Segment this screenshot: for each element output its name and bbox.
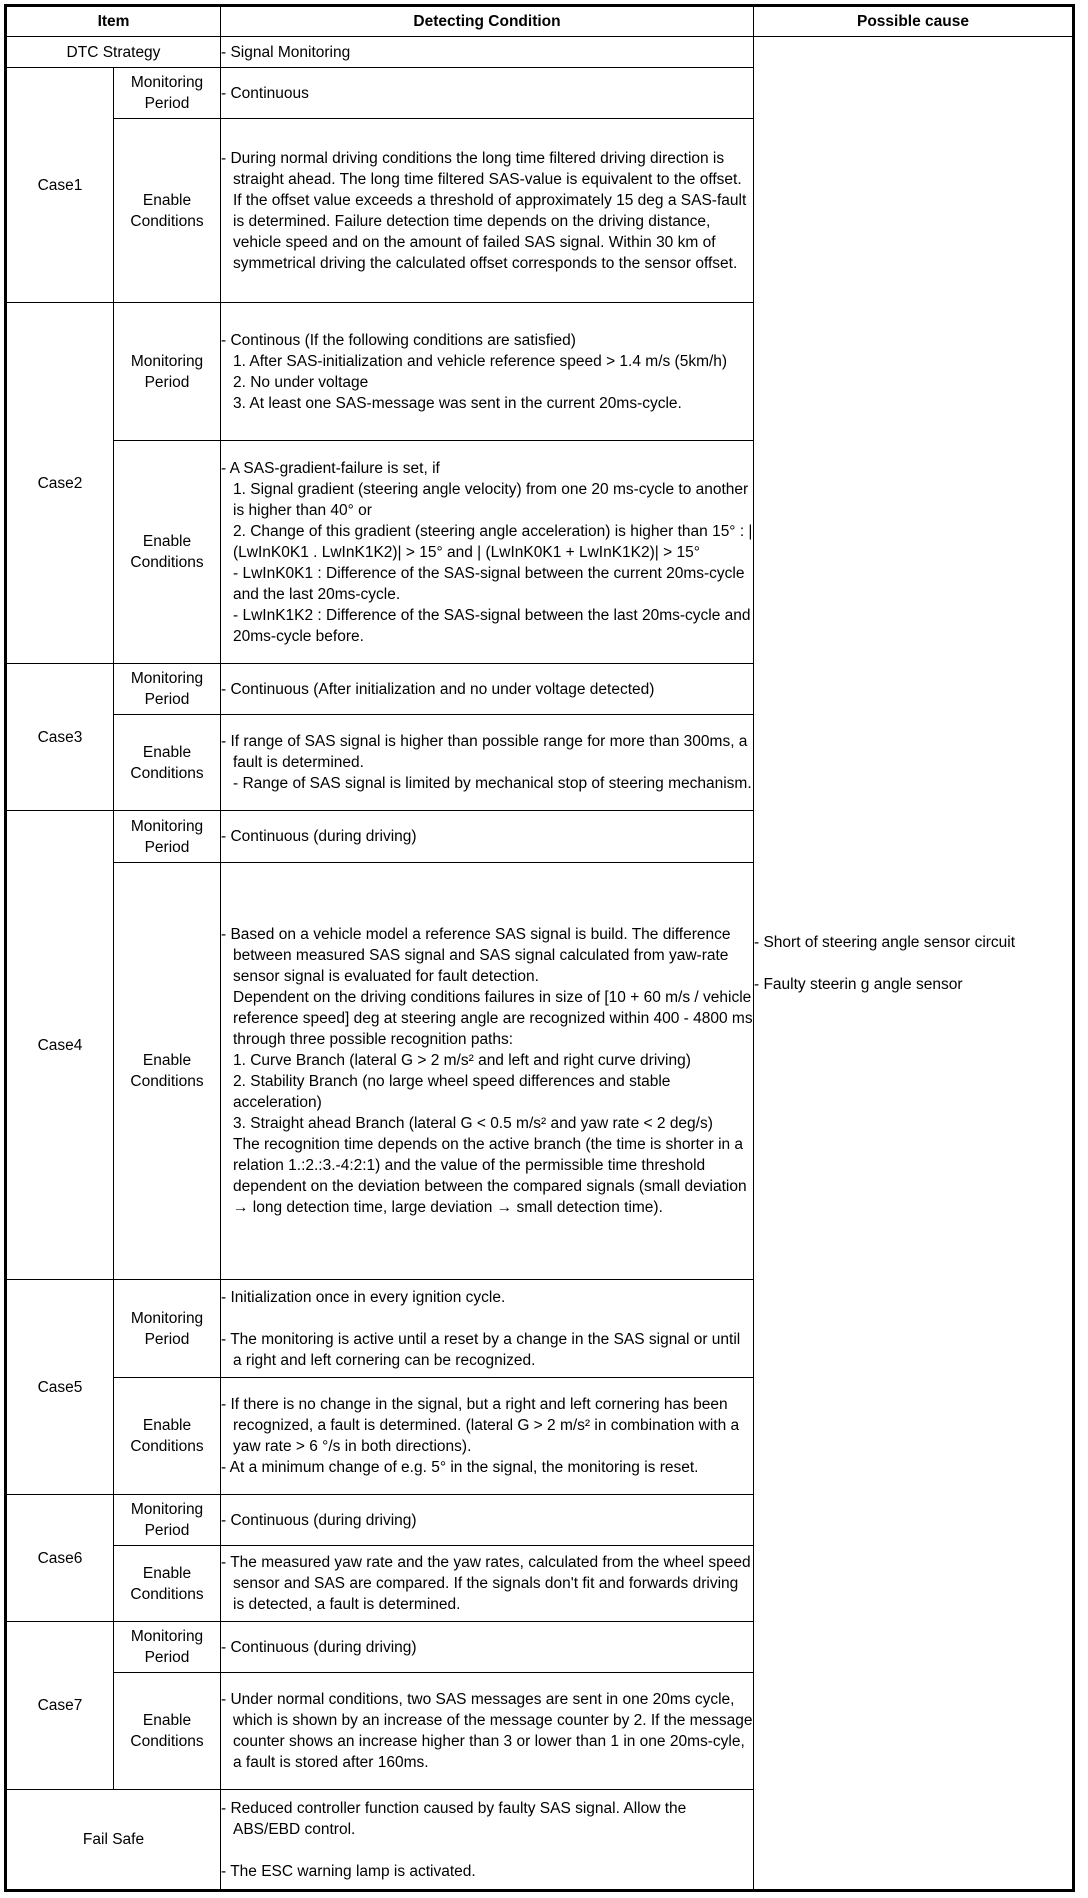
monitoring-condition [221,1622,754,1673]
sub-label-line: Monitoring [130,352,204,370]
sub-label-line: Enable [142,1712,192,1729]
enable-conditions-label [114,715,221,811]
enable-conditions-label [114,1378,221,1495]
sub-label-line: Conditions [130,212,204,230]
monitoring-period-label [114,1280,221,1378]
possible-cause-item: - Short of steering angle sensor circuit [754,933,1016,951]
condition-text: - LwInK0K1 : Difference of the SAS-signal between the current 20ms-cycle and the last 20ms-cycle. [233,564,745,603]
sub-label-line: Monitoring [130,817,204,835]
condition-text: - The monitoring is active until a reset by a change in the SAS signal or until a right and left cornering can be recognized. [221,1330,741,1369]
case-name: Case2 [6,303,114,664]
fail-safe-text: - The ESC warning lamp is activated. [221,1862,476,1880]
monitoring-period-label [114,811,221,863]
sub-label-line: Enable [142,1052,192,1069]
sub-label-line: Period [144,373,190,391]
header-detecting-condition: Detecting Condition [221,6,754,37]
condition-text: - Continuous (during driving) [221,1511,417,1529]
condition-text: - Continuous (After initialization and no under voltage detected) [221,680,655,698]
condition-text: - A SAS-gradient-failure is set, if [221,459,440,477]
condition-text: 3. Straight ahead Branch (lateral G < 0.5 m/s² and yaw rate < 2 deg/s) [233,1115,713,1132]
sub-label-line: Period [144,1649,190,1666]
enable-conditions-label [114,119,221,303]
condition-text: - If range of SAS signal is higher than possible range for more than 300ms, a fault is determined. [221,733,748,771]
possible-cause-item: - Faulty steerin g angle sensor [754,975,963,993]
fail-safe-label: Fail Safe [6,1790,221,1891]
enable-conditions-label [114,1546,221,1622]
dtc-strategy-label: DTC Strategy [6,37,221,68]
condition-text [221,1308,753,1329]
sub-label-line: Conditions [130,1585,204,1603]
monitoring-period-label [114,1495,221,1546]
sub-label-line: Period [144,691,190,708]
fail-safe-condition [221,1790,754,1891]
fail-safe-text: - Reduced controller function caused by faulty SAS signal. Allow the ABS/EBD control. [221,1799,687,1838]
sub-label-line: Monitoring [130,1501,204,1518]
sub-label-line: Period [144,1330,190,1348]
case-name: Case4 [6,811,114,1280]
header-possible-cause: Possible cause [754,6,1074,37]
sub-label-line: Monitoring [130,670,204,687]
monitoring-period-label [114,303,221,441]
condition-text: 1. Curve Branch (lateral G > 2 m/s² and left and right curve driving) [233,1052,691,1069]
sub-label-line: Conditions [130,1438,204,1455]
monitoring-period-label [114,1622,221,1673]
enable-conditions-label [114,1673,221,1790]
enable-condition [221,1378,754,1495]
sub-label-line: Conditions [130,1073,204,1090]
enable-conditions-label [114,863,221,1280]
condition-text: - Range of SAS signal is limited by mechanical stop of steering mechanism. [233,775,752,792]
condition-text: - Continuous (during driving) [221,828,417,845]
condition-text: - LwInK1K2 : Difference of the SAS-signal between the last 20ms-cycle and 20ms-cycle before. [233,606,751,645]
sub-label-line: Conditions [130,764,204,782]
condition-text: - Continuous (during driving) [221,1638,417,1656]
monitoring-period-label [114,68,221,119]
condition-text: - If there is no change in the signal, but a right and left cornering has been recognized, a fault is determined. (lateral G > 2 m/s² in combination with a yaw rate > 6 °/s in both directions). [221,1396,740,1455]
condition-text: 1. After SAS-initialization and vehicle reference speed > 1.4 m/s (5km/h) [233,352,728,370]
sub-label-line: Enable [142,533,192,550]
sub-label-line: Period [144,1522,190,1539]
enable-condition [221,119,754,303]
sub-label-line: Enable [142,1417,192,1434]
dtc-detecting-condition-table [4,4,1075,1892]
condition-text: 3. At least one SAS-message was sent in the current 20ms-cycle. [233,394,682,412]
enable-condition [221,715,754,811]
sub-label-line: Period [144,838,190,856]
monitoring-condition [221,68,754,119]
condition-text: - Based on a vehicle model a reference SAS signal is build. The difference between measured SAS signal and SAS signal calculated from yaw-rate sensor signal is evaluated for fault detection. [221,926,731,985]
sub-label-line: Monitoring [130,74,204,91]
sub-label-line: Conditions [130,1733,204,1750]
enable-condition [221,441,754,664]
sub-label-line: Conditions [130,554,204,571]
monitoring-condition [221,1280,754,1378]
dtc-strategy-row [6,37,1074,68]
header-item: Item [6,6,221,37]
enable-condition [221,863,754,1280]
condition-text: If the offset value exceeds a threshold of approximately 15 deg a SAS-fault is determined. Failure detection time depends on the driving distance, vehicle speed and on the amount of failed SAS signal. Within 30 km of symmetrical driving the calculated offset corresponds to the sensor offset. [233,191,747,272]
condition-text: - Initialization once in every ignition cycle. [221,1288,506,1306]
monitoring-condition [221,303,754,441]
condition-text: - Under normal conditions, two SAS messages are sent in one 20ms cycle, which is shown by an increase of the message counter by 2. If the message counter shows an increase higher than 3 or lower than 1 in one 20ms-cyle, a fault is stored after 160ms. [221,1691,753,1771]
monitoring-condition [221,1495,754,1546]
case-name: Case1 [6,68,114,303]
condition-text: 1. Signal gradient (steering angle velocity) from one 20 ms-cycle to another is higher than 40° or [233,480,749,519]
header-row [6,6,1074,37]
enable-condition [221,1673,754,1790]
case-name: Case6 [6,1495,114,1622]
condition-text: The recognition time depends on the active branch (the time is shorter in a relation 1.:2.:3.-4:2:1) and the value of the permissible time threshold dependent on the deviation between the compared signals (small deviation → long detection time, large deviation → small detection time). [233,1136,747,1216]
case-name: Case5 [6,1280,114,1495]
condition-text: - At a minimum change of e.g. 5° in the signal, the monitoring is reset. [221,1459,699,1476]
condition-text: Dependent on the driving conditions failures in size of [10 + 60 m/s / vehicle reference speed] deg at steering angle are recognized within 400 - 4800 ms through three possible recognition paths: [233,989,753,1048]
condition-text: - Continous (If the following conditions are satisfied) [221,331,576,349]
sub-label-line: Monitoring [130,1628,204,1645]
sub-label-line: Enable [142,191,192,209]
condition-text: 2. Stability Branch (no large wheel speed differences and stable acceleration) [233,1073,671,1111]
sub-label-line: Enable [142,1564,192,1582]
enable-condition [221,1546,754,1622]
monitoring-condition [221,664,754,715]
sub-label-line: Enable [142,743,192,761]
monitoring-condition [221,811,754,863]
condition-text: - The measured yaw rate and the yaw rates, calculated from the wheel speed sensor and SAS are compared. If the signals don't fit and forwards driving is detected, a fault is determined. [221,1554,751,1613]
case-name: Case3 [6,664,114,811]
sub-label-line: Monitoring [130,1309,204,1327]
possible-cause-cell [754,37,1074,1891]
enable-conditions-label [114,441,221,664]
monitoring-period-label [114,664,221,715]
condition-text: - During normal driving conditions the long time filtered driving direction is straight ahead. The long time filtered SAS-value is equivalent to the offset. [221,149,742,188]
condition-text: - Continuous [221,84,309,102]
condition-text: 2. Change of this gradient (steering angle acceleration) is higher than 15° : | (LwInK0K1 . LwInK1K2)| > 15° and | (LwInK0K1 + LwInK1K2)| > 15° [233,522,753,561]
sub-label-line: Period [144,95,190,112]
fail-safe-text [221,1840,753,1861]
dtc-strategy-value: - Signal Monitoring [221,37,754,68]
condition-text: 2. No under voltage [233,373,369,391]
case-name: Case7 [6,1622,114,1790]
cause-spacer [754,953,1072,974]
